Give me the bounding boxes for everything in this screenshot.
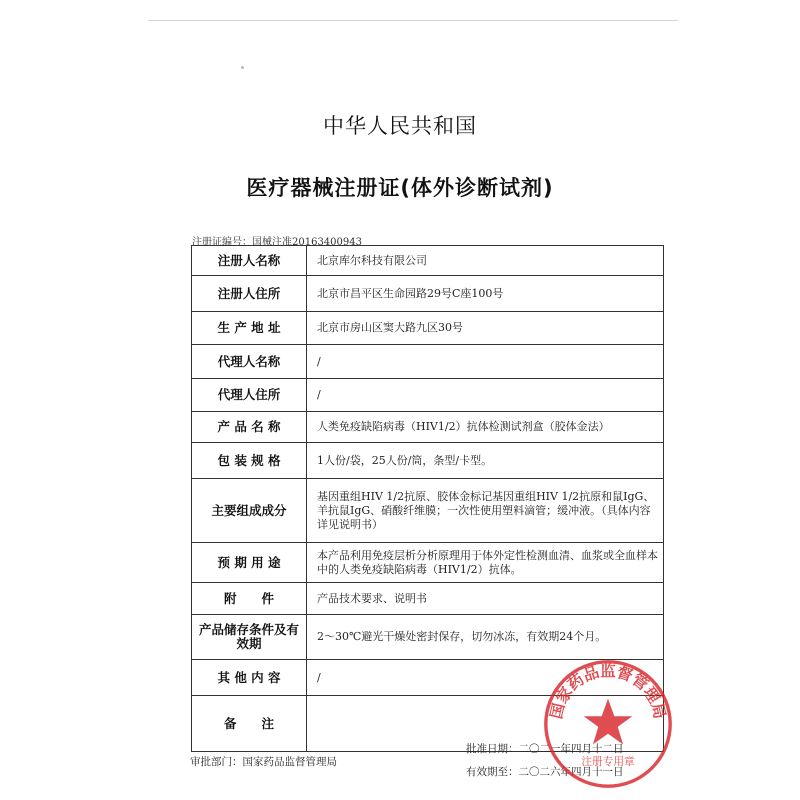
row-value: / [307, 379, 664, 412]
table-row [192, 543, 664, 583]
row-value: 人类免疫缺陷病毒（HIV1/2）抗体检测试剂盒（胶体金法） [307, 412, 664, 443]
row-label: 附 件 [192, 583, 307, 615]
row-label: 主要组成成分 [192, 479, 307, 543]
country-title: 中华人民共和国 [323, 114, 477, 138]
row-value: / [307, 660, 664, 696]
approval-date: 批准日期：二〇二一年四月十二日 [466, 743, 624, 755]
table-row [192, 479, 664, 543]
row-label: 产 品 名 称 [192, 412, 307, 443]
row-label: 注册人住所 [192, 276, 307, 312]
approving-authority: 审批部门：国家药品监督管理局 [190, 756, 337, 768]
table-row [192, 379, 664, 412]
row-value: 2～30℃避光干燥处密封保存，切勿冰冻，有效期24个月。 [307, 615, 664, 660]
table-row [192, 276, 664, 312]
seal-subtext: 注册专用章 [581, 754, 635, 768]
table-row [192, 583, 664, 615]
row-value: 产品技术要求、说明书 [307, 583, 664, 615]
row-label: 其 他 内 容 [192, 660, 307, 696]
document-title: 医疗器械注册证(体外诊断试剂) [246, 176, 554, 200]
row-label: 备 注 [192, 696, 307, 752]
official-seal-icon [540, 656, 676, 792]
row-label: 产品储存条件及有效期 [192, 615, 307, 660]
seal-arc-text: 国家药品监督管理局 [547, 662, 669, 721]
scan-speck [241, 66, 244, 69]
table-row [192, 312, 664, 345]
row-value: 北京市昌平区生命园路29号C座100号 [307, 276, 664, 312]
row-value: 基因重组HIV 1/2抗原、胶体金标记基因重组HIV 1/2抗原和鼠IgG、羊抗鼠IgG、硝酸纤维膜；一次性使用塑料滴管；缓冲液。（具体内容详见说明书） [307, 479, 664, 543]
certificate-number: 注册证编号：国械注准20163400943 [192, 237, 362, 248]
table-row [192, 443, 664, 479]
table-row [192, 246, 664, 276]
row-label: 注册人名称 [192, 246, 307, 276]
row-label: 预 期 用 途 [192, 543, 307, 583]
row-label: 生 产 地 址 [192, 312, 307, 345]
table-row [192, 345, 664, 379]
row-label: 包 装 规 格 [192, 443, 307, 479]
page-top-edge [148, 20, 678, 21]
row-value: 本产品利用免疫层析分析原理用于体外定性检测血清、血浆或全血样本中的人类免疫缺陷病毒（HIV1/2）抗体。 [307, 543, 664, 583]
table-row [192, 412, 664, 443]
row-value: 北京库尔科技有限公司 [307, 246, 664, 276]
row-value: 北京市房山区窦大路九区30号 [307, 312, 664, 345]
row-value: 1人份/袋，25人份/筒，条型/卡型。 [307, 443, 664, 479]
row-value: / [307, 345, 664, 379]
table-row [192, 615, 664, 660]
row-label: 代理人名称 [192, 345, 307, 379]
row-label: 代理人住所 [192, 379, 307, 412]
valid-until-date: 有效期至：二〇二六年四月十一日 [466, 766, 624, 778]
